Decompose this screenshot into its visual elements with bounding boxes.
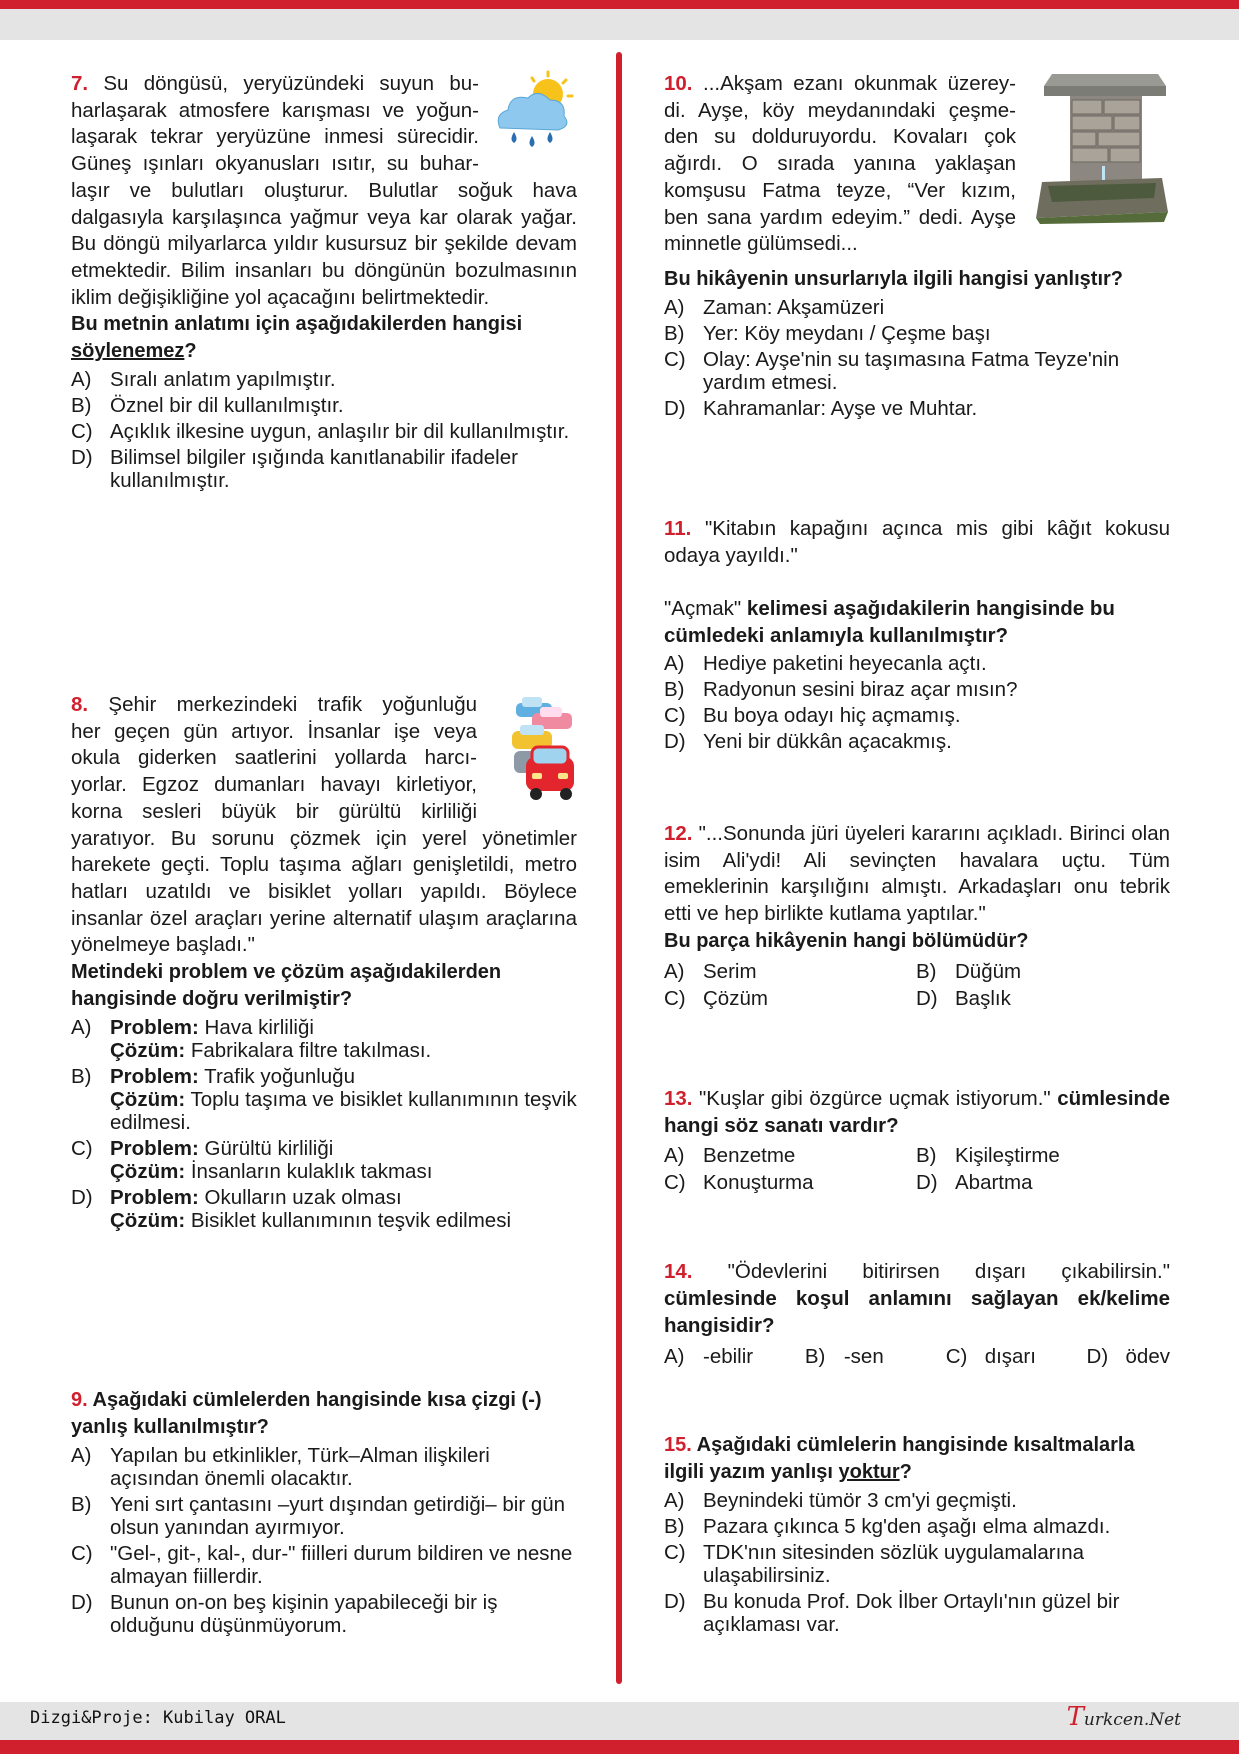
site-logo[interactable]: Turkcen.Net — [1066, 1702, 1181, 1732]
fountain-illustration — [1030, 66, 1170, 226]
q10-line: den su dolduruyordu. Kovaları çok — [664, 125, 1016, 149]
q10-intro — [664, 71, 1016, 258]
q15-options — [664, 1489, 1170, 1636]
q9-options — [71, 1444, 577, 1637]
q14-options — [664, 1343, 1170, 1370]
option[interactable]: C) dışarı — [945, 1345, 1036, 1368]
q10-line: ...Akşam ezanı okunmak üzerey- — [703, 72, 1017, 95]
question-11 — [664, 516, 1170, 753]
question-8 — [71, 692, 577, 1232]
option[interactable]: A) Serim — [664, 959, 757, 983]
q12-text: 12. "...Sonunda jüri üyeleri kararını açıkladı. Birinci olan isim Ali'ydi! Ali sevinçten havalara uçtu. Tüm emeklerinin karşılığını almıştı. Arkadaşları onu tebrik etti ve hep birlikte kutlama yaptılar." — [664, 822, 1170, 926]
q14-question: 14. "Ödevlerini bitirirsen dışarı çıkabilirsin." cümlesinde koşul anlamını sağlayan ek/kelime hangisidir? — [664, 1260, 1170, 1337]
q15-question: 15. Aşağıdaki cümlelerin hangisinde kısaltmalarla ilgili yazım yanlışı yoktur? — [664, 1434, 1135, 1483]
q12-options — [664, 958, 1170, 1012]
q8-question: Metindeki problem ve çözüm aşağıdakilerden hangisinde doğru verilmiştir? — [71, 961, 502, 1011]
option[interactable]: B) Kişileştirme — [916, 1144, 1060, 1167]
option[interactable]: A) Benzetme — [664, 1144, 796, 1167]
q11-text: 11. "Kitabın kapağını açınca mis gibi kâğıt kokusu odaya yayıldı." — [664, 517, 1170, 567]
q8-line: Şehir merkezindeki trafik yoğunluğu — [108, 693, 477, 716]
q7-intro — [71, 71, 479, 178]
q7-line: Su döngüsü, yeryüzündeki suyun bu- — [103, 72, 479, 95]
q10-line: komşusu Fatma teyze, “Ver kızım, — [664, 178, 1016, 202]
rain-cloud-sun-icon — [492, 70, 578, 152]
option[interactable]: B) Öznel bir dil kullanılmıştır. — [71, 394, 344, 418]
option[interactable]: C) "Gel-, git-, kal-, dur-" fiilleri durum bildiren ve nesne almayan fiillerdir. — [71, 1542, 573, 1588]
option[interactable]: D) Başlık — [916, 986, 1011, 1010]
q10-number: 10. — [664, 72, 693, 95]
option[interactable]: B) Yeni sırt çantasını –yurt dışından getirdiği– bir gün olsun yanından ayırmıyor. — [71, 1493, 566, 1539]
traffic-cars-icon — [510, 695, 578, 803]
q7-number: 7. — [71, 72, 89, 95]
option[interactable]: A) Yapılan bu etkinlikler, Türk–Alman ilişkileri açısından önemli olacaktır. — [71, 1444, 490, 1490]
option[interactable]: B) Düğüm — [916, 959, 1022, 983]
q10-question: Bu hikâyenin unsurlarıyla ilgili hangisi yanlıştır? — [664, 267, 1124, 290]
option[interactable]: D) Bu konuda Prof. Dok İlber Ortaylı'nın güzel bir açıklaması var. — [664, 1590, 1120, 1636]
option[interactable]: D) Bunun on-on beş kişinin yapabileceği bir iş olduğunu düşünmüyorum. — [71, 1591, 498, 1637]
option[interactable]: C) Konuşturma — [664, 1171, 814, 1194]
q13-question: 13. "Kuşlar gibi özgürce uçmak istiyorum." cümlesinde hangi söz sanatı vardır? — [664, 1087, 1170, 1137]
q8-line: korna sesleri büyük bir gürültü kirliliği — [71, 799, 477, 823]
question-15 — [664, 1432, 1170, 1636]
q12-question: Bu parça hikâyenin hangi bölümüdür? — [664, 929, 1029, 952]
option[interactable]: A) Problem: Hava kirliliği Çözüm: Fabrikalara filtre takılması. — [71, 1016, 432, 1063]
option[interactable]: B) Yer: Köy meydanı / Çeşme başı — [664, 321, 991, 345]
q7-line: Güneş ışınları okyanusları ısıtır, su buhar- — [71, 152, 479, 176]
option[interactable]: D) ödev — [1086, 1345, 1170, 1368]
option[interactable]: C) Bu boya odayı hiç açmamış. — [664, 704, 961, 728]
q10-line: minnetle gülümsedi... — [664, 232, 858, 256]
q13-options — [664, 1142, 1170, 1196]
q8-line: her geçen gün artıyor. İnsanlar işe veya — [71, 719, 477, 743]
option[interactable]: A) Zaman: Akşamüzeri — [664, 295, 885, 319]
q7-line: laşarak tekrar yeryüzüne inmesi sürecidir. — [71, 125, 479, 149]
option[interactable]: A) Hediye paketini heyecanla açtı. — [664, 652, 987, 676]
q7-options — [71, 368, 577, 492]
q10-options — [664, 296, 1170, 420]
q8-line: okula giderken saatlerini yollarda harcı- — [71, 746, 477, 770]
option[interactable]: A) Beynindeki tümör 3 cm'yi geçmişti. — [664, 1489, 1017, 1512]
question-14 — [664, 1258, 1170, 1370]
q11-options — [664, 652, 1170, 753]
footer-credit: Dizgi&Proje: Kubilay ORAL — [30, 1708, 286, 1728]
q8-passage: yaratıyor. Bu sorunu çözmek için yerel yönetimler harekete geçti. Toplu taşıma ağları genişletildi, metro hatları uzatıldı ve bisiklet yolları yapıldı. Böylece insanlar özel araçları yerine alternatif ulaşım araçlarına yönelmeye başladı." — [71, 826, 577, 957]
option[interactable]: C) Açıklık ilkesine uygun, anlaşılır bir dil kullanılmıştır. — [71, 420, 570, 444]
option[interactable]: B) Problem: Trafik yoğunluğu Çözüm: Toplu taşıma ve bisiklet kullanımının teşvik edilmesi. — [71, 1065, 577, 1135]
q8-number: 8. — [71, 693, 89, 716]
option[interactable]: A) -ebilir — [664, 1345, 754, 1368]
column-divider — [616, 52, 622, 1684]
option[interactable]: C) Olay: Ayşe'nin su taşımasına Fatma Teyze'nin yardım etmesi. — [664, 347, 1120, 394]
q7-question: Bu metnin anlatımı için aşağıdakilerden hangisi söylenemez? — [71, 313, 523, 363]
option[interactable]: D) Problem: Okulların uzak olması Çözüm: Bisiklet kullanımının teşvik edilmesi — [71, 1186, 511, 1233]
option[interactable]: D) Abartma — [916, 1171, 1033, 1194]
q8-options — [71, 1016, 577, 1232]
question-13 — [664, 1085, 1170, 1196]
option[interactable]: C) TDK'nın sitesinden sözlük uygulamalarına ulaşabilirsiniz. — [664, 1541, 1085, 1587]
bottom-red-stripe — [0, 1740, 1239, 1754]
option[interactable]: B) Radyonun sesini biraz açar mısın? — [664, 678, 1018, 702]
q10-line: ben sana yardım edeyim.” dedi. Ayşe — [664, 205, 1016, 229]
question-9 — [71, 1387, 577, 1637]
option[interactable]: D) Yeni bir dükkân açacakmış. — [664, 730, 952, 754]
q10-line: ağırdı. O sırada yanına yaklaşan — [664, 152, 1016, 176]
option[interactable]: C) Çözüm — [664, 986, 768, 1010]
option[interactable]: A) Sıralı anlatım yapılmıştır. — [71, 368, 336, 392]
q8-intro — [71, 692, 477, 826]
option[interactable]: D) Bilimsel bilgiler ışığında kanıtlanabilir ifadeler kullanılmıştır. — [71, 446, 518, 493]
q7-line: harlaşarak atmosfere karışması ve yoğun- — [71, 98, 479, 122]
option[interactable]: C) Problem: Gürültü kirliliği Çözüm: İnsanların kulaklık takması — [71, 1137, 433, 1184]
q7-passage: laşır ve bulutları oluşturur. Bulutlar soğuk hava dalgasıyla karşılaşınca yağmur veya kar olarak yağar. Bu döngü milyarlarca yıldır kusursuz bir şekilde devam etmektedir. Bilim insanları bu döngünün bozulmasının iklim değişikliğine yol açacağını belirtmektedir. — [71, 178, 577, 309]
q9-question: 9. Aşağıdaki cümlelerden hangisinde kısa çizgi (-) yanlış kullanılmıştır? — [71, 1389, 542, 1438]
q10-line: di. Ayşe, köy meydanındaki çeşme- — [664, 98, 1016, 122]
option[interactable]: D) Kahramanlar: Ayşe ve Muhtar. — [664, 396, 978, 420]
top-bar — [0, 0, 1239, 40]
option[interactable]: B) -sen — [804, 1345, 884, 1368]
q8-line: yorlar. Egzoz dumanları havayı kirletiyor, — [71, 773, 477, 797]
option[interactable]: B) Pazara çıkınca 5 kg'den aşağı elma almazdı. — [664, 1515, 1111, 1538]
question-12 — [664, 821, 1170, 1012]
top-red-stripe — [0, 0, 1239, 9]
q11-question: "Açmak" kelimesi aşağıdakilerin hangisinde bu cümledeki anlamıyla kullanılmıştır? — [664, 597, 1115, 648]
